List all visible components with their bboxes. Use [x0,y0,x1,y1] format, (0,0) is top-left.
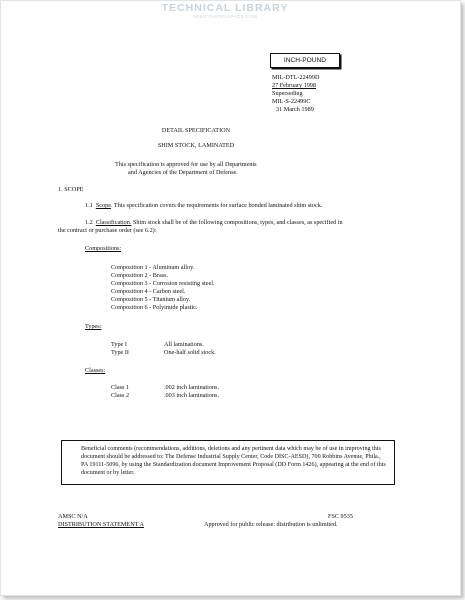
list-item: Composition 3 - Corrosion resisting steel. [111,280,215,287]
list-item: Composition 2 - Brass. [111,272,169,279]
list-item: Composition 4 - Carbon steel. [111,288,186,295]
amsc-code: AMSC N/A [58,513,88,520]
superseded-date: 31 March 1989 [276,106,314,113]
doc-date: 27 February 1998 [272,82,316,89]
paragraph-1-1 [85,202,322,210]
superseding-label: Superseding [272,90,303,97]
types-heading: Types: [85,323,102,330]
comments-notice-text: Beneficial comments (recommendations, additions, deletions and any pertinent data which may be of use in improving this document should be addressed to: The Defense Industrial Supply Center, Code DISC-AESD), 700 Robbins Avenue, Phila., PA 19111-5096, by using the Standardization document Improvement Proposal (DD Form 1426), appearing at the end of this document or by letter. [81,446,386,476]
paragraph-text: Shim stock shall be of the following compositions, types, and classes, as specified in [131,219,343,226]
compositions-heading: Compositions: [85,245,122,252]
watermark-subtitle: ABBOTTAEROSPACE.COM [192,14,258,19]
classes-heading: Classes: [85,367,106,374]
class-description: .002 inch laminations. [164,384,219,391]
class-code: Class 1 [111,384,130,391]
type-description: One-half solid stock. [164,349,216,356]
release-statement: Approved for public release: distribution is unlimited. [204,521,338,528]
watermark-logo [155,3,295,21]
spec-type-title: DETAIL SPECIFICATION [161,127,231,134]
distribution-statement: DISTRIBUTION STATEMENT A [58,521,145,528]
paragraph-1-2 [85,219,343,227]
comments-notice-box [61,440,395,485]
paragraph-title: Scope [95,202,111,209]
doc-id: MIL-DTL-22499D [272,74,320,81]
list-item: Composition 5 - Titanium alloy. [111,296,191,303]
paragraph-number: 1.2 [85,219,93,226]
paragraph-number: 1.1 [85,202,93,209]
watermark-title: TECHNICAL LIBRARY [161,2,289,14]
list-item: Composition 6 - Polyimide plastic. [111,304,198,311]
class-description: .003 inch laminations. [164,392,219,399]
approval-line-1: This specification is approved for use by all Departments [115,161,257,168]
inch-pound-box: INCH-POUND [270,53,340,68]
paragraph-1-2-continuation: the contract or purchase order (see 6.2): [58,227,157,234]
list-item: Composition 1 - Aluminum alloy. [111,264,195,271]
type-description: All laminations. [164,341,204,348]
paragraph-text: . This specification covers the requirements for surface bonded laminated shim stock. [110,202,323,209]
fsc-code: FSC 9535 [328,513,353,520]
section-heading-scope: 1. SCOPE [58,186,84,193]
type-code: Type I [111,341,127,348]
paragraph-title: Classification. [95,219,132,226]
approval-line-2: and Agencies of the Department of Defense. [128,169,238,176]
class-code: Class 2 [111,392,130,399]
spec-subject-title: SHIM STOCK, LAMINATED [157,142,235,149]
type-code: Type II [111,349,129,356]
superseded-id: MIL-S-22499C [272,98,311,105]
